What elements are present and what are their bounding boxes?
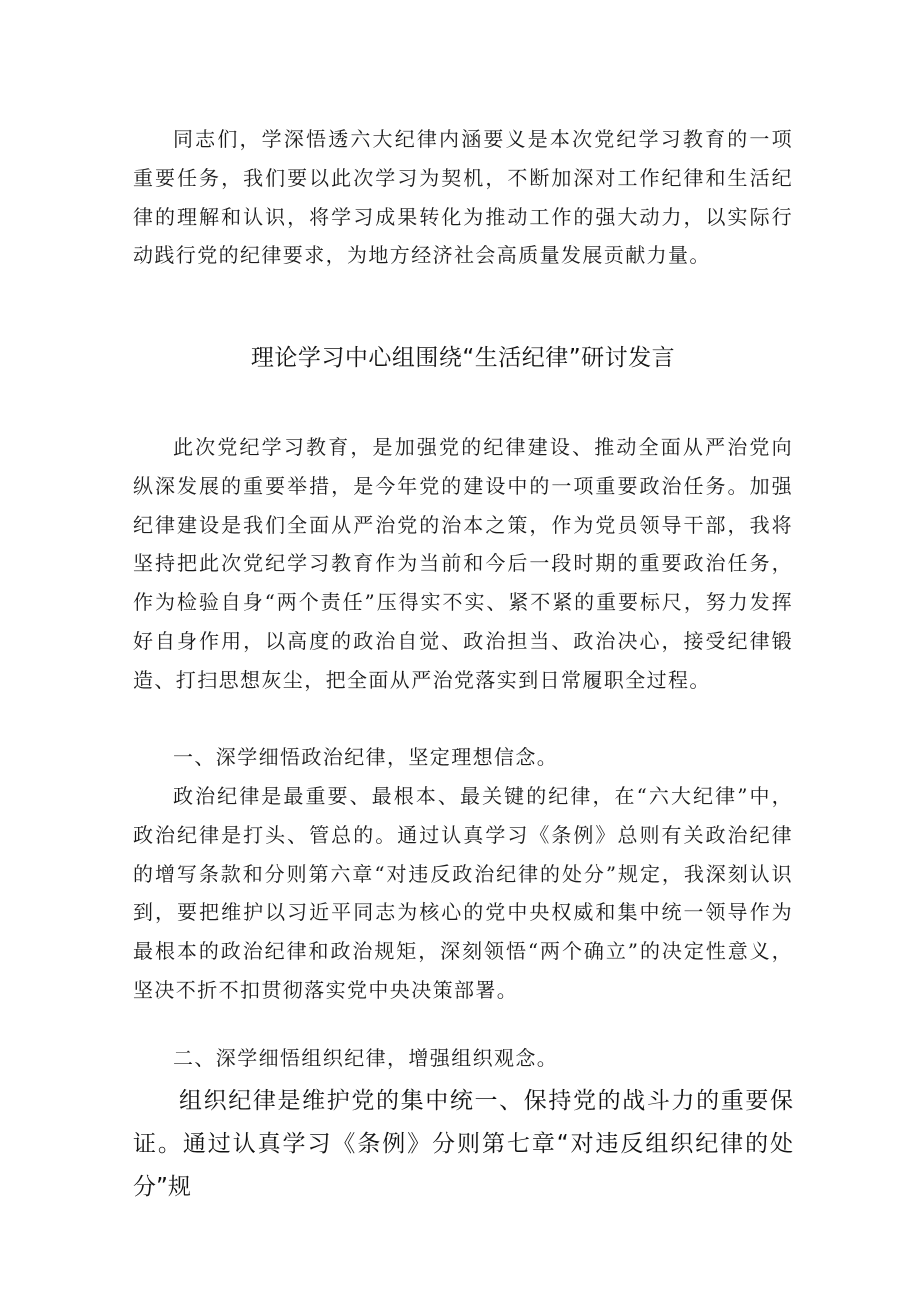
heading-organizational-discipline: 二、深学细悟组织纪律，增强组织观念。 xyxy=(173,1046,559,1070)
paragraph-organizational-discipline: 组织纪律是维护党的集中统一、保持党的战斗力的重要保证。通过认真学习《条例》分则第七章“对违反组织纪律的处分”规 xyxy=(133,1088,793,1200)
heading-political-discipline: 一、深学细悟政治纪律，坚定理想信念。 xyxy=(173,745,559,769)
paragraph-introduction: 此次党纪学习教育，是加强党的纪律建设、推动全面从严治党向纵深发展的重要举措，是今年党的建设中的一项重要政治任务。加强纪律建设是我们全面从严治党的治本之策，作为党员领导干部，我将坚持把此次党纪学习教育作为当前和今后一段时期的重要政治任务，作为检验自身“两个责任”压得实不实、紧不紧的重要标尺，努力发挥好自身作用，以高度的政治自觉、政治担当、政治决心，接受纪律锻造、打扫思想灰尘，把全面从严治党落实到日常履职全过程。 xyxy=(133,435,793,692)
section-title: 理论学习中心组围绕“生活纪律”研讨发言 xyxy=(250,345,676,371)
paragraph-closing-remarks: 同志们，学深悟透六大纪律内涵要义是本次党纪学习教育的一项重要任务，我们要以此次学习为契机，不断加深对工作纪律和生活纪律的理解和认识，将学习成果转化为推动工作的强大动力，以实际行动践行党的纪律要求，为地方经济社会高质量发展贡献力量。 xyxy=(133,127,793,268)
paragraph-political-discipline: 政治纪律是最重要、最根本、最关键的纪律，在“六大纪律”中，政治纪律是打头、管总的。通过认真学习《条例》总则有关政治纪律的增写条款和分则第六章“对违反政治纪律的处分”规定，我深刻认识到，要把维护以习近平同志为核心的党中央权威和集中统一领导作为最根本的政治纪律和政治规矩，深刻领悟“两个确立”的决定性意义，坚决不折不扣贯彻落实党中央决策部署。 xyxy=(133,784,793,1002)
